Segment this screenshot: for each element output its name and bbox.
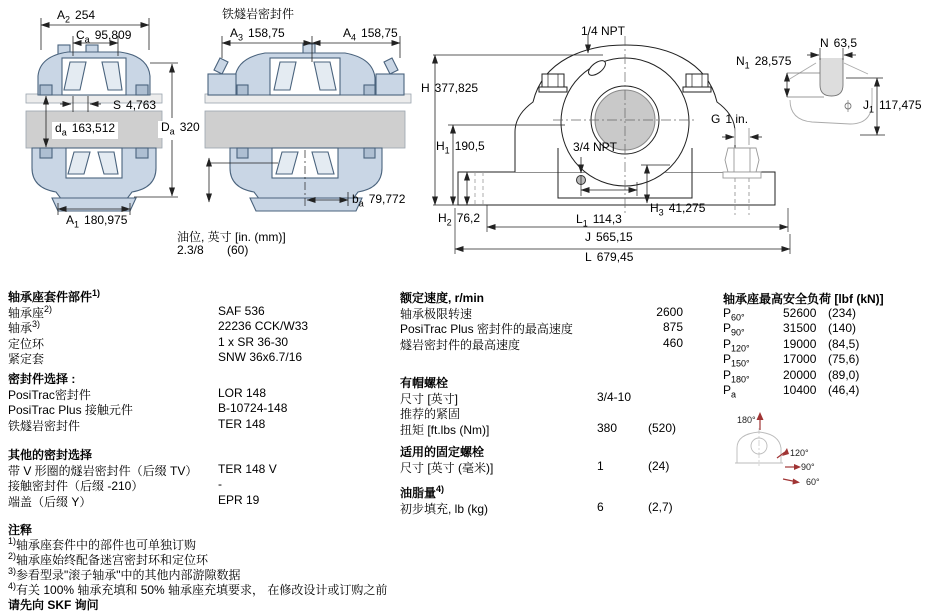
dim-npt34: 3/4 NPT bbox=[573, 140, 618, 154]
taconite-view-title: 铁燧岩密封件 bbox=[222, 7, 295, 21]
dim-g: G 1 in. bbox=[711, 112, 749, 126]
dim-j: J 565,15 bbox=[585, 230, 633, 244]
dim-l: L 679,45 bbox=[585, 250, 634, 264]
dim-ba: $b_a$ 79,772 bbox=[352, 192, 406, 209]
dim-n: N 63,5 bbox=[820, 36, 858, 50]
note-item: $^{1)}$轴承座套件中的部件也可单独订购 bbox=[8, 536, 197, 552]
angle-label-180: 180° bbox=[737, 415, 756, 425]
dim-Da: $D_a$ 320 bbox=[158, 121, 203, 138]
drawing-slot-detail bbox=[780, 40, 931, 150]
notes-section bbox=[8, 521, 387, 611]
dim-h3: $H_3$ 41,275 bbox=[650, 201, 706, 218]
oil-level-label: 油位, 英寸 [in. (mm)] bbox=[177, 230, 286, 244]
notes-title: 注释 bbox=[8, 523, 33, 537]
bolt-slot bbox=[820, 58, 843, 96]
dim-a1: $A_1$ 180,975 bbox=[66, 213, 128, 230]
cap-bolt-right bbox=[683, 74, 711, 92]
angle-label-60: 60° bbox=[806, 477, 820, 487]
dim-a2: $A_2$ 254 bbox=[57, 8, 96, 25]
dim-h1: $H_1$ 190,5 bbox=[436, 139, 485, 156]
dim-h2: $H_2$ 76,2 bbox=[438, 211, 481, 228]
skf-housing-spec-page: $A_2$ 254 $C_a$ 95,809 S 4,763 $d_a$ 163,512 $D_a$ 320 $A_1$ 180,975 铁燧岩密封件 $A_3$ 158,75 $A_4$ 158,75 $b_a$ 79,772 油位, 英寸 [in. (mm)] 2.3/8 (60) 1/4 NPT H 377,825 $H_1$ 190,5 3/4 NPT $H_2$ 76,2 $L_1$ 114,3 $H_3$ 41,275 J 565,15 L 679,45 G 1 in. N 63,5 $N_1$ 28,575 $J_1$ 117,475 轴承座套件部件$^{1)}$ 轴承座$^{2)}$ SAF 536 轴承$^{3)}$ 22236 CCK/W33 定位环 1 x SR 36-30 紧定套 SNW 36x6.7/16 密封件选择 : PosiTrac密封件 LOR 148 PosiTrac Plus 接触元件 B-10724-148 铁燧岩密封件 TER 148 其他的密封选择 带 V 形圈的燧岩密封件（后缀 TV） TER 148 V 接触密封件（后缀 -210） - 端盖（后缀 Y） EPR 19 注释 $^{1)}$轴承座套件中的部件也可单独订购 $^{2)}$轴承座始终配备迷宫密封环和定位环 $^{3)}$参看型录"滚子轴承"中的其他内部游隙数据 $^{4)}$有关 100% 轴承充填和 50% 轴承座充填要求， 在修改设计或订购之前 请先向 SKF 询问 额定速度, r/min 轴承极限转速 2600 PosiTrac Plus 密封件的最高速度 875 燧岩密封件的最高速度 460 有帽螺栓 尺寸 [英寸] 3/4-10 推荐的紧固 扭矩 [ft.lbs (Nm)] 380 (520) 适用的固定螺栓 尺寸 [英寸 (毫米)] 1 (24) 油脂量$^{4)}$ 初步填充, lb (kg) 6 (2,7) 轴承座最高安全负荷 [lbf (kN)] $P_{60^\circ}$ 52600 (234) $P_{90^\circ}$ 31500 (140) $P_{120^\circ}$ 19000 (84,5) $P_{150^\circ}$ 17000 (75,6) $P_{180^\circ}$ 20000 (89,0) $P_a$ 10400 (46,4) 180° 120° 90° 60° bbox=[0, 0, 931, 616]
oil-level-value-in: 2.3/8 bbox=[177, 243, 204, 257]
cap-bolt-left bbox=[539, 74, 567, 92]
dim-npt14: 1/4 NPT bbox=[581, 24, 626, 38]
notes-footer: 请先向 SKF 询问 bbox=[8, 598, 99, 612]
dim-a3: $A_3$ 158,75 bbox=[230, 26, 285, 43]
dim-h: H 377,825 bbox=[421, 81, 479, 95]
note-item: $^{2)}$轴承座始终配备迷宫密封环和定位环 bbox=[8, 551, 209, 567]
dim-l1: $L_1$ 114,3 bbox=[576, 212, 622, 229]
note-item: $^{3)}$参看型录"滚子轴承"中的其他内部游隙数据 bbox=[8, 566, 241, 582]
dim-da: $d_a$ 163,512 bbox=[52, 122, 118, 139]
angle-label-90: 90° bbox=[801, 462, 815, 472]
oil-level-value-mm: (60) bbox=[227, 243, 249, 257]
dim-ca: $C_a$ 95,809 bbox=[76, 28, 132, 45]
dim-s: S 4,763 bbox=[113, 98, 157, 112]
shaft bbox=[205, 94, 411, 148]
dim-j1: $J_1$ 117,475 bbox=[863, 98, 922, 115]
dim-n1: $N_1$ 28,575 bbox=[736, 54, 792, 71]
dim-a4: $A_4$ 158,75 bbox=[343, 26, 398, 43]
note-item: $^{4)}$有关 100% 轴承充填和 50% 轴承座充填要求， 在修改设计或订购之前 bbox=[8, 581, 388, 597]
mini-housing-sketch bbox=[735, 428, 783, 466]
angle-label-120: 120° bbox=[790, 448, 809, 458]
